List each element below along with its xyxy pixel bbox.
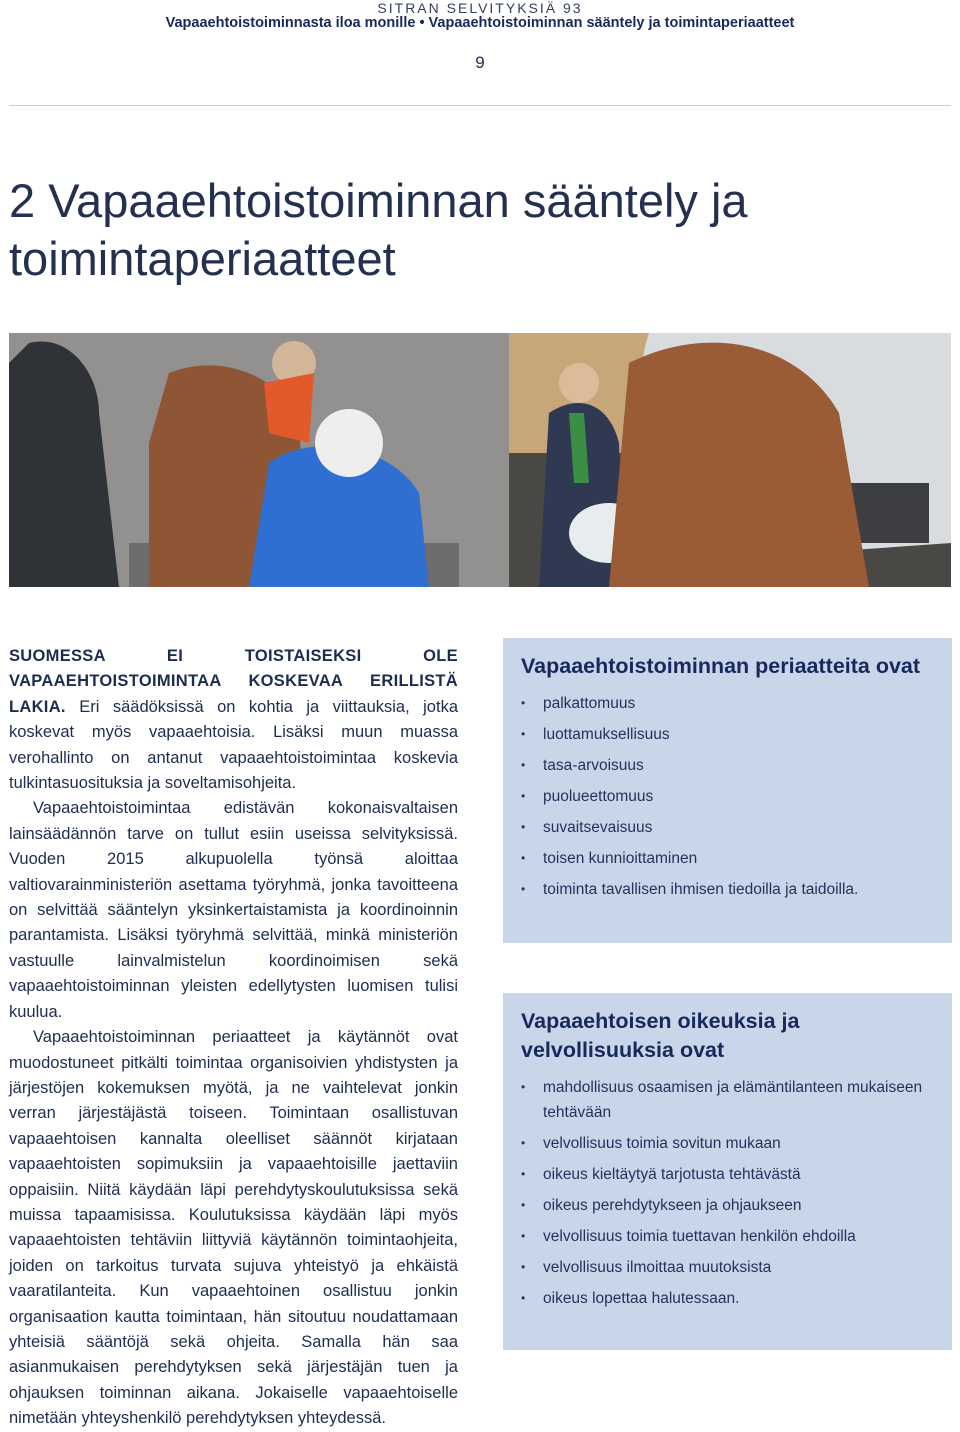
paragraph-intro — [9, 644, 458, 796]
lead-in-caps: SUOMESSA EI TOISTAISEKSI OLE VAPAAEHTOISTOIMINTAA KOSKEVAA ERILLISTÄ LAKIA. — [9, 647, 458, 716]
chapter-title — [9, 172, 909, 288]
list-item: • puolueettomuus — [521, 784, 934, 809]
list-item: • velvollisuus toimia tuettavan henkilön ehdoilla — [521, 1224, 934, 1249]
running-title: Vapaaehtoistoiminnasta iloa monille • Vapaaehtoistoiminnan sääntely ja toimintaperiaatteet — [165, 15, 795, 31]
paragraph-principles: Vapaaehtoistoiminnan periaatteet ja käytännöt ovat muodostuneet pitkälti toimintaa organisoivien yhdistysten ja järjestöjen kokemuksen myötä, ja ne vaihtelevat jonkin verran järjestäjästä toiseen. Toimintaan osallistuvan vapaaehtoisen kannalta oleelliset säännöt kirjataan vapaaehtoisten sopimuksiin ja vapaaehtoisille jaettaviin oppaisiin. Niitä käydään läpi perehdytyskoulutuksissa sekä muissa tapaamisissa. Koulutuksissa käydään läpi myös vapaaehtoisten tehtäviin liittyviä käytännön toimintaohjeita, joiden on tarkoitus turvata sujuva yhteistyö ja ehkäistä vaaratilanteita. Kun vapaaehtoinen osallistuu jonkin organisaation kautta toimintaan, hän sitoutuu noudattamaan yhteisiä sääntöjä sekä ohjeita. Samalla hän saa asianmukaisen perehdytyksen sekä järjestäjän tuen ja ohjauksen toiminnan aikana. Jokaiselle vapaaehtoiselle nimetään yhteyshenkilö perehdytyksen yhteydessä. — [9, 1028, 458, 1428]
list-item: • velvollisuus ilmoittaa muutoksista — [521, 1255, 934, 1280]
list-item: • oikeus lopettaa halutessaan. — [521, 1286, 934, 1311]
header-divider — [9, 105, 951, 106]
paragraph-intro-text: Eri säädöksissä on kohtia ja viittauksia, jotka koskevat myös vapaaehtoisia. Lisäksi muun muassa verohallinto on antanut vapaaehtoistoimintaa koskevia tulkintasuosituksia ja soveltamisohjeita. — [9, 697, 458, 793]
chapter-title-line-2: toimintaperiaatteet — [9, 232, 396, 285]
list-item: • oikeus perehdytykseen ja ohjaukseen — [521, 1193, 934, 1218]
paragraph-legislation: Vapaaehtoistoimintaa edistävän kokonaisvaltaisen lainsäädännön tarve on tullut esiin useissa selvityksissä. Vuoden 2015 alkupuolella työnsä aloittaa valtiovarainministeriön asettama työryhmä, jonka tavoitteena on selvittää sääntelyn yksinkertaistamista ja koordinoinnin parantamista. Lisäksi työryhmä selvittää, minkä ministeriön vastuulle lainvalmistelun koordinoimisen sekä vapaaehtoistoiminnan yleisten edellytysten luomisen tulisi kuulua. — [9, 799, 458, 1021]
list-item: • mahdollisuus osaamisen ja elämäntilanteen mukaiseen tehtävään — [521, 1075, 934, 1125]
rights-box-title: Vapaaehtoisen oikeuksia ja velvollisuuksia ovat — [521, 1009, 800, 1062]
rights-list — [521, 1075, 934, 1311]
list-item: • oikeus kieltäytyä tarjotusta tehtävästä — [521, 1162, 934, 1187]
rights-box — [503, 993, 952, 1350]
principles-box-title: Vapaaehtoistoiminnan periaatteita ovat — [521, 654, 921, 678]
list-item: • toisen kunnioittaminen — [521, 846, 934, 871]
list-item: • suvaitsevaisuus — [521, 815, 934, 840]
list-item: • luottamuksellisuus — [521, 722, 934, 747]
chapter-title-line-1: 2 Vapaaehtoistoiminnan sääntely ja — [9, 174, 748, 227]
principles-list — [521, 691, 934, 902]
page-number: 9 — [475, 53, 485, 72]
list-item: • palkattomuus — [521, 691, 934, 716]
series-name: SITRAN SELVITYKSIÄ 93 — [377, 0, 583, 16]
principles-box — [503, 638, 952, 943]
list-item: • tasa-arvoisuus — [521, 753, 934, 778]
list-item: • toiminta tavallisen ihmisen tiedoilla ja taidoilla. — [521, 877, 934, 902]
street-photo — [9, 333, 951, 587]
body-text — [9, 644, 458, 1432]
list-item: • velvollisuus toimia sovitun mukaan — [521, 1131, 934, 1156]
